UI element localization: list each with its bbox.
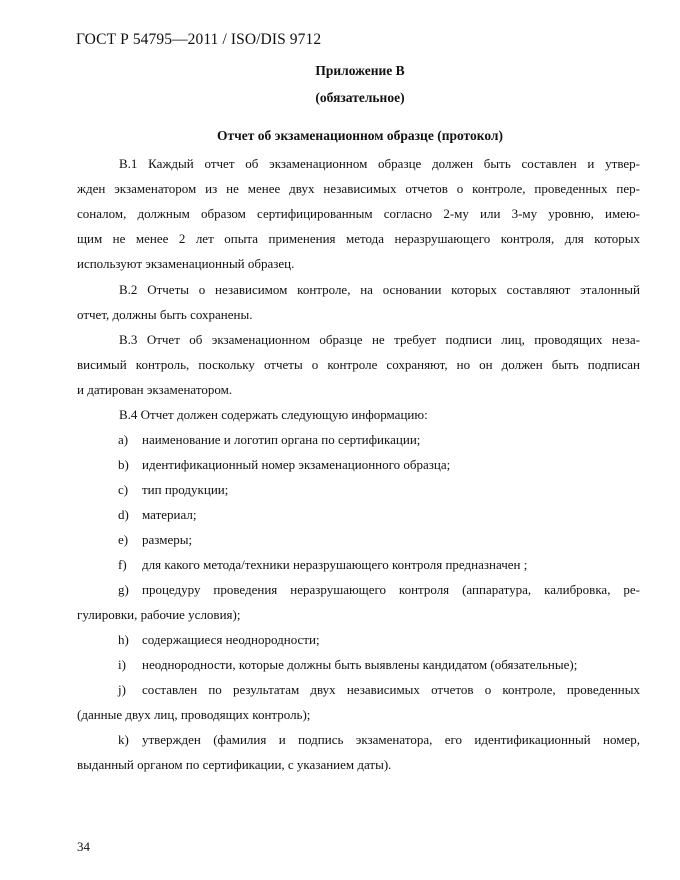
para-b1-line-4: щим не менее 2 лет опыта применения метода неразрушающего контроля, для которых bbox=[77, 231, 640, 246]
para-b3-line-2: висимый контроль, поскольку отчеты о контроле сохраняют, но он должен быть подписан bbox=[77, 357, 640, 372]
list-item-text: размеры; bbox=[142, 532, 193, 547]
list-item-text: для какого метода/техники неразрушающего контроля предназначен ; bbox=[142, 557, 528, 572]
list-marker: b) bbox=[118, 457, 129, 472]
section-title: Отчет об экзаменационном образце (протокол) bbox=[217, 128, 503, 143]
list-marker: h) bbox=[118, 632, 129, 647]
list-marker: d) bbox=[118, 507, 129, 522]
standard-header: ГОСТ Р 54795—2011 / ISO/DIS 9712 bbox=[76, 31, 322, 48]
list-marker: k) bbox=[118, 732, 129, 747]
para-b4-intro: В.4 Отчет должен содержать следующую информацию: bbox=[119, 407, 428, 422]
list-item-text: тип продукции; bbox=[142, 482, 229, 497]
list-marker: f) bbox=[118, 557, 127, 572]
list-item-text: идентификационный номер экзаменационного образца; bbox=[142, 457, 451, 472]
list-marker: a) bbox=[118, 432, 129, 447]
para-b2-line-2: отчет, должны быть сохранены. bbox=[77, 307, 253, 322]
list-item-continuation: выданный органом по сертификации, с указанием даты). bbox=[77, 757, 392, 772]
list-item-text: содержащиеся неоднородности; bbox=[142, 632, 320, 647]
list-item-text: наименование и логотип органа по сертификации; bbox=[142, 432, 421, 447]
page-number: 34 bbox=[77, 839, 90, 854]
appendix-subtitle: (обязательное) bbox=[315, 90, 405, 105]
list-marker: j) bbox=[118, 682, 126, 697]
para-b3-line-3: и датирован экзаменатором. bbox=[77, 382, 233, 397]
list-marker: i) bbox=[118, 657, 126, 672]
para-b1-line-1: В.1 Каждый отчет об экзаменационном образце должен быть составлен и утвер- bbox=[119, 156, 640, 171]
list-item-text: материал; bbox=[142, 507, 197, 522]
para-b1-line-3: соналом, должным образом сертифицированным согласно 2-му или 3-му уровню, имею- bbox=[77, 206, 640, 221]
para-b1-line-2: жден экзаменатором из не менее двух независимых отчетов о контроле, проведенных пер- bbox=[77, 181, 640, 196]
list-marker: c) bbox=[118, 482, 129, 497]
list-item-text: составлен по результатам двух независимых отчетов о контроле, проведенных bbox=[142, 682, 640, 697]
para-b2-line-1: В.2 Отчеты о независимом контроле, на основании которых составляют эталонный bbox=[119, 282, 640, 297]
list-item-text: процедуру проведения неразрушающего контроля (аппаратура, калибровка, ре- bbox=[142, 582, 640, 597]
list-marker: g) bbox=[118, 582, 129, 597]
list-marker: e) bbox=[118, 532, 129, 547]
list-item-text: неоднородности, которые должны быть выявлены кандидатом (обязательные); bbox=[142, 657, 578, 672]
para-b1-line-5: используют экзаменационный образец. bbox=[77, 256, 295, 271]
list-item-continuation: гулировки, рабочие условия); bbox=[77, 607, 241, 622]
list-item-continuation: (данные двух лиц, проводящих контроль); bbox=[77, 707, 311, 722]
appendix-title: Приложение В bbox=[315, 63, 405, 78]
para-b3-line-1: В.3 Отчет об экзаменационном образце не требует подписи лиц, проводящих неза- bbox=[119, 332, 640, 347]
list-item-text: утвержден (фамилия и подпись экзаменатора, его идентификационный номер, bbox=[142, 732, 640, 747]
